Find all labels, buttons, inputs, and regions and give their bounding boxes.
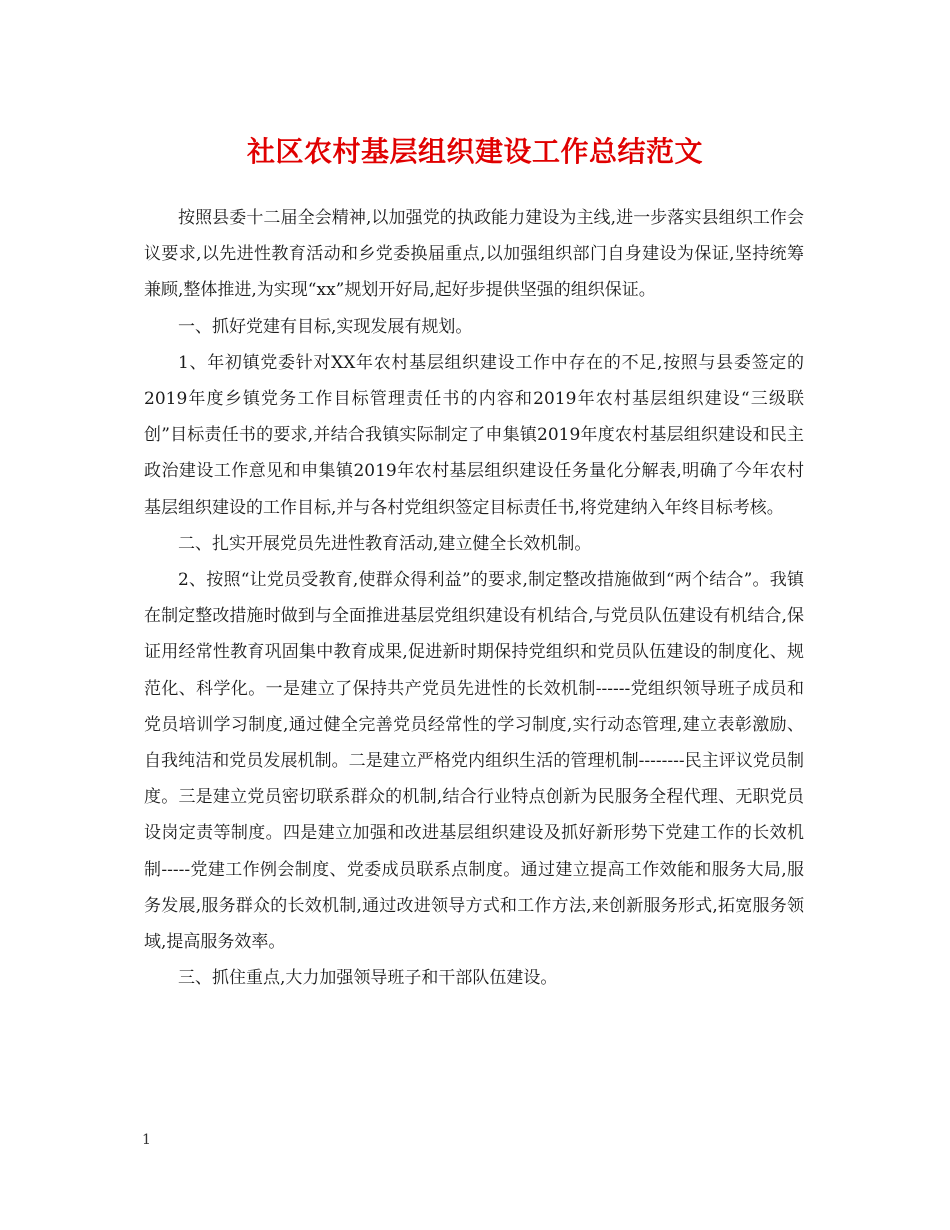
- document-body: [144, 200, 804, 996]
- section-heading-2: 二、扎实开展党员先进性教育活动,建立健全长效机制。: [178, 533, 592, 554]
- page-number: 1: [142, 1132, 151, 1148]
- section-heading-3: 三、抓住重点,大力加强领导班子和干部队伍建设。: [178, 968, 558, 989]
- document-title: 社区农村基层组织建设工作总结范文: [246, 135, 703, 168]
- paragraph-intro: 按照县委十二届全会精神,以加强党的执政能力建设为主线,进一步落实县组织工作会议要求,以先进性教育活动和乡党委换届重点,以加强组织部门自身建设为保证,坚持统筹兼顾,整体推进,为实现“xx”规划开好局,起好步提供坚强的组织保证。: [144, 208, 804, 301]
- section-heading-1: 一、抓好党建有目标,实现发展有规划。: [178, 316, 473, 337]
- paragraph-item-1: 1、年初镇党委针对XX年农村基层组织建设工作中存在的不足,按照与县委签定的2019年度乡镇党务工作目标管理责任书的内容和2019年农村基层组织建设“三级联创”目标责任书的要求,并结合我镇实际制定了申集镇2019年度农村基层组织建设和民主政治建设工作意见和申集镇2019年农村基层组织建设任务量化分解表,明确了今年农村基层组织建设的工作目标,并与各村党组织签定目标责任书,将党建纳入年终目标考核。: [144, 352, 804, 518]
- paragraph-item-2: 2、按照“让党员受教育,使群众得利益”的要求,制定整改措施做到“两个结合”。我镇在制定整改措施时做到与全面推进基层党组织建设有机结合,与党员队伍建设有机结合,保证用经常性教育巩固集中教育成果,促进新时期保持党组织和党员队伍建设的制度化、规范化、科学化。一是建立了保持共产党员先进性的长效机制------党组织领导班子成员和党员培训学习制度,通过健全完善党员经常性的学习制度,实行动态管理,建立表彰激励、自我纯洁和党员发展机制。二是建立严格党内组织生活的管理机制--------民主评议党员制度。三是建立党员密切联系群众的机制,结合行业特点创新为民服务全程代理、无职党员设岗定责等制度。四是建立加强和改进基层组织建设及抓好新形势下党建工作的长效机制-----党建工作例会制度、党委成员联系点制度。通过建立提高工作效能和服务大局,服务发展,服务群众的长效机制,通过改进领导方式和工作方法,来创新服务形式,拓宽服务领域,提高服务效率。: [144, 570, 804, 953]
